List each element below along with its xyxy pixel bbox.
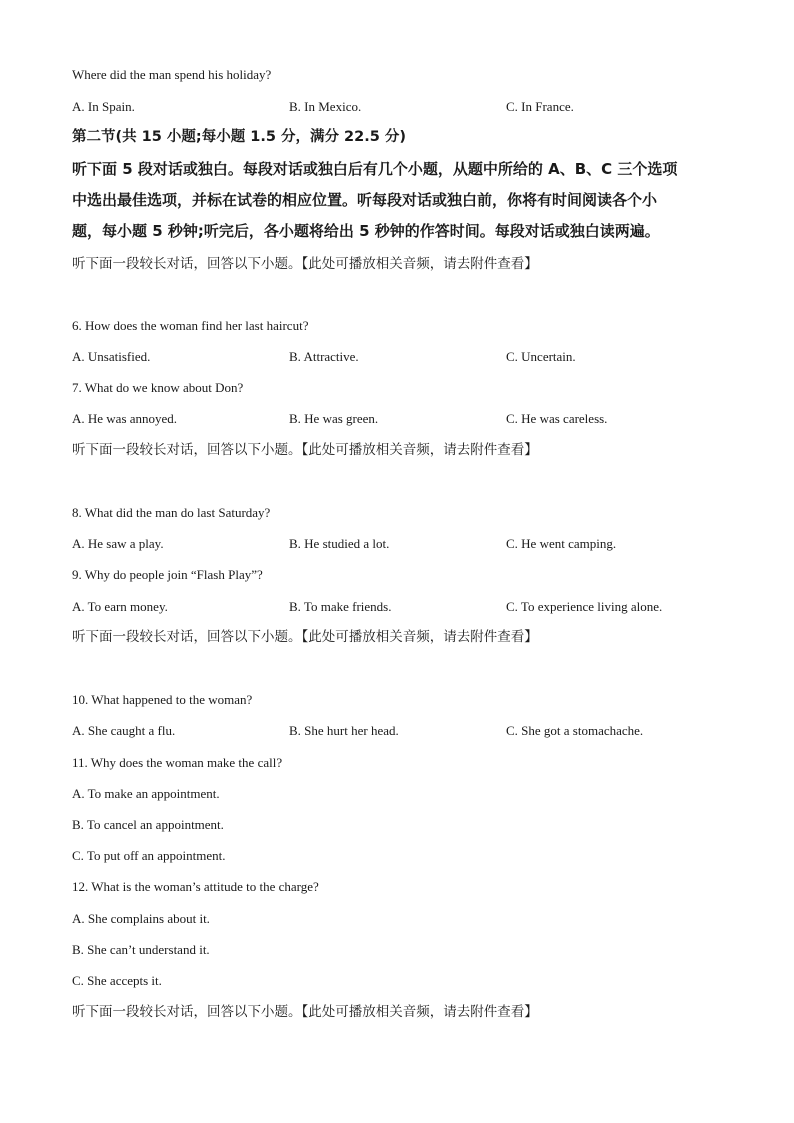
question-12-option-c: C. She accepts it.: [72, 973, 162, 988]
question-10-option-c: C. She got a stomachache.: [506, 723, 644, 738]
audio-note: 听下面一段较长对话，回答以下小题。【此处可播放相关音频，请去附件查看】: [72, 1004, 538, 1020]
question-9-option-b: B. To make friends.: [289, 599, 392, 614]
question-5-option-c: C. In France.: [506, 99, 574, 114]
question-9-stem: 9. Why do people join “Flash Play”?: [72, 567, 263, 582]
question-5-stem: Where did the man spend his holiday?: [72, 67, 272, 82]
section-title: 第二节(共 15 小题;每小题 1.5 分，满分 22.5 分): [72, 129, 406, 145]
question-6-option-b: B. Attractive.: [289, 349, 359, 364]
question-11-option-c: C. To put off an appointment.: [72, 848, 226, 863]
question-6-option-a: A. Unsatisfied.: [72, 349, 151, 364]
question-9-option-a: A. To earn money.: [72, 599, 168, 614]
question-7-option-c: C. He was careless.: [506, 411, 608, 426]
question-10-option-a: A. She caught a flu.: [72, 723, 176, 738]
question-8-stem: 8. What did the man do last Saturday?: [72, 505, 271, 520]
question-5-option-b: B. In Mexico.: [289, 99, 362, 114]
question-8-option-a: A. He saw a play.: [72, 536, 164, 551]
question-8-option-c: C. He went camping.: [506, 536, 617, 551]
question-12-stem: 12. What is the woman’s attitude to the charge?: [72, 879, 319, 894]
question-11-stem: 11. Why does the woman make the call?: [72, 755, 283, 770]
question-6-option-c: C. Uncertain.: [506, 349, 576, 364]
question-7-option-b: B. He was green.: [289, 411, 379, 426]
question-11-option-b: B. To cancel an appointment.: [72, 817, 224, 832]
question-12-option-a: A. She complains about it.: [72, 911, 210, 926]
audio-note: 听下面一段较长对话，回答以下小题。【此处可播放相关音频，请去附件查看】: [72, 629, 538, 645]
section-instructions-line-2: 中选出最佳选项，并标在试卷的相应位置。听每段对话或独白前，你将有时间阅读各个小: [72, 191, 658, 209]
question-10-option-b: B. She hurt her head.: [289, 723, 399, 738]
question-6-stem: 6. How does the woman find her last haircut?: [72, 318, 309, 333]
question-9-option-c: C. To experience living alone.: [506, 599, 663, 614]
question-7-option-a: A. He was annoyed.: [72, 411, 178, 426]
question-11-option-a: A. To make an appointment.: [72, 786, 220, 801]
audio-note: 听下面一段较长对话，回答以下小题。【此处可播放相关音频，请去附件查看】: [72, 256, 538, 272]
question-10-stem: 10. What happened to the woman?: [72, 692, 253, 707]
question-12-option-b: B. She can’t understand it.: [72, 942, 210, 957]
question-8-option-b: B. He studied a lot.: [289, 536, 390, 551]
question-5-option-a: A. In Spain.: [72, 99, 135, 114]
section-instructions-line-1: 听下面 5 段对话或独白。每段对话或独白后有几个小题，从题中所给的 A、B、C 三个选项: [72, 160, 678, 178]
question-7-stem: 7. What do we know about Don?: [72, 380, 244, 395]
audio-note: 听下面一段较长对话，回答以下小题。【此处可播放相关音频，请去附件查看】: [72, 442, 538, 458]
section-instructions-line-3: 题，每小题 5 秒钟;听完后，各小题将给出 5 秒钟的作答时间。每段对话或独白读两遍。: [72, 222, 660, 240]
